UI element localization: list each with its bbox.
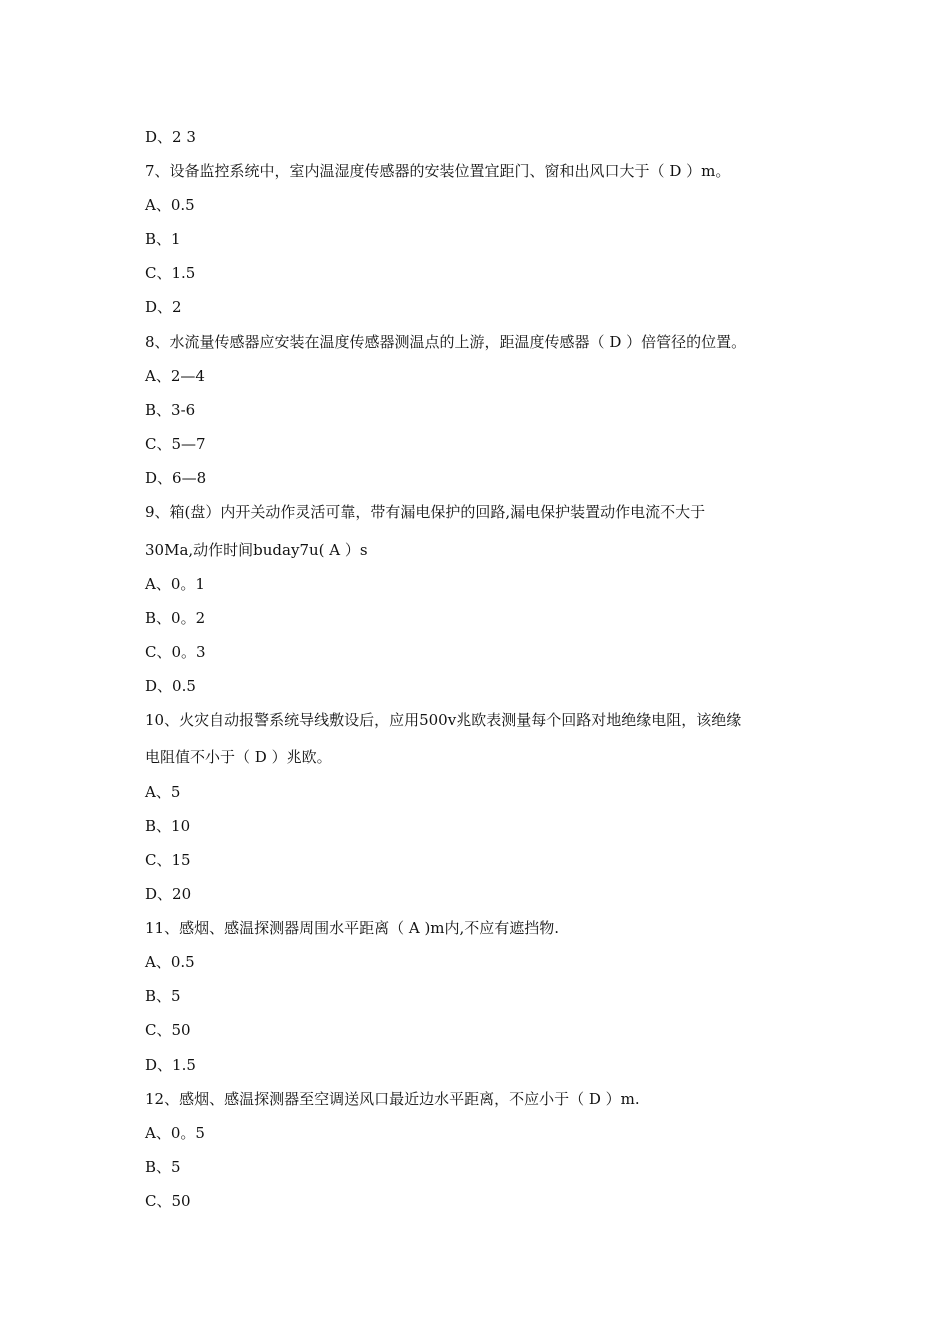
option-line: B、5 [145,1158,181,1176]
question-line: 12、感烟、感温探测器至空调送风口最近边水平距离，不应小于（ D ）m. [145,1090,640,1108]
option-line: D、2 [145,298,182,316]
option-line: A、2—4 [145,367,205,385]
option-line: C、1.5 [145,264,196,282]
option-line: B、3-6 [145,401,196,419]
option-line: D、20 [145,885,192,903]
option-line: D、0.5 [145,677,196,695]
option-line: C、15 [145,851,191,869]
option-line: A、5 [145,783,181,801]
question-line: 7、设备监控系统中，室内温湿度传感器的安装位置宜距门、窗和出风口大于（ D ）m。 [145,162,731,180]
option-line: B、1 [145,230,181,248]
option-line: D、1.5 [145,1056,196,1074]
question-line: 10、火灾自动报警系统导线敷设后，应用500v兆欧表测量每个回路对地绝缘电阻，该绝缘 [145,711,742,729]
option-line: A、0.5 [145,196,195,214]
option-line: C、5—7 [145,435,206,453]
option-line: C、50 [145,1021,191,1039]
option-line: B、10 [145,817,191,835]
option-line: C、0。3 [145,643,206,661]
option-line: A、0.5 [145,953,195,971]
option-line: A、0。5 [145,1124,205,1142]
option-line: A、0。1 [145,575,205,593]
question-line: 11、感烟、感温探测器周围水平距离（ A )m内,不应有遮挡物. [145,919,560,937]
question-line: 电阻值不小于（ D ）兆欧。 [145,748,332,766]
option-line: D、6—8 [145,469,207,487]
question-line: 8、水流量传感器应安装在温度传感器测温点的上游，距温度传感器（ D ）倍管径的位置。 [145,333,747,351]
option-line: B、0。2 [145,609,206,627]
option-line: B、5 [145,987,181,1005]
question-line: 9、箱(盘）内开关动作灵活可靠，带有漏电保护的回路,漏电保护装置动作电流不大于 [145,503,706,521]
option-line: D、2 3 [145,128,196,146]
option-line: C、50 [145,1192,191,1210]
question-line: 30Ma,动作时间buday7u( A ）s [145,541,368,559]
